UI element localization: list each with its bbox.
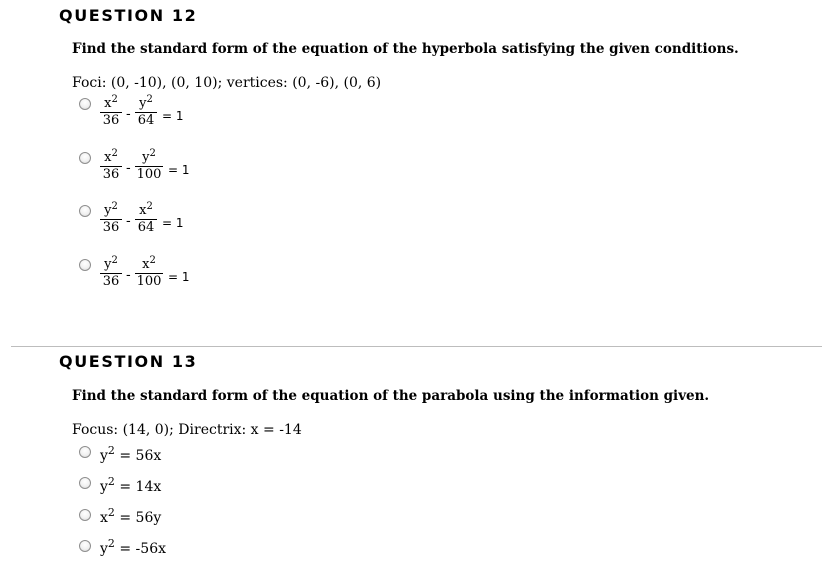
q12-option-2-radio[interactable] bbox=[79, 152, 91, 164]
q12-option-4-term-2: $x^2$ 100 bbox=[136, 255, 162, 289]
q12-option-3-radio[interactable] bbox=[79, 205, 91, 217]
q13-option-1-label: $y^2 = 56x$ bbox=[100, 444, 162, 464]
q13-option-2-radio[interactable] bbox=[79, 477, 91, 489]
q12-option-1-term-2: $y^2$ 64 bbox=[135, 97, 157, 128]
q13-option-3-label: $x^2 = 56y$ bbox=[100, 506, 162, 526]
q12-option-2-rhs: = 1 bbox=[168, 163, 190, 177]
q12-option-4-minus: - bbox=[126, 268, 131, 283]
q12-option-3-term-2: $x^2$ 64 bbox=[135, 204, 157, 235]
q12-option-4-rhs: = 1 bbox=[168, 270, 190, 284]
q12-option-3-term-1: $y^2$ 36 bbox=[100, 204, 122, 235]
q13-option-4-radio[interactable] bbox=[79, 540, 91, 552]
q12-option-1-minus: - bbox=[126, 107, 131, 122]
q13-option-1-radio[interactable] bbox=[79, 446, 91, 458]
q12-option-1-radio[interactable] bbox=[79, 98, 91, 110]
q12-option-2-minus: - bbox=[126, 161, 131, 176]
q12-option-2-term-1: $x^2$ 36 bbox=[100, 151, 122, 182]
q12-option-4-radio[interactable] bbox=[79, 259, 91, 271]
question-12-prompt: Find the standard form of the equation of the hyperbola satisfying the given conditions. bbox=[72, 41, 739, 57]
q12-option-2-term-2: $y^2$ 100 bbox=[136, 148, 162, 182]
q13-option-3-radio[interactable] bbox=[79, 509, 91, 521]
question-13-heading: QUESTION 13 bbox=[59, 352, 198, 371]
question-13-given: Focus: (14, 0); Directrix: x = -14 bbox=[72, 422, 302, 438]
question-12-given: Foci: (0, -10), (0, 10); vertices: (0, -6), (0, 6) bbox=[72, 75, 382, 91]
question-13-prompt: Find the standard form of the equation of the parabola using the information given. bbox=[72, 388, 710, 404]
q13-option-4-label: $y^2 = -56x$ bbox=[100, 537, 166, 557]
q12-option-3-minus: - bbox=[126, 214, 131, 229]
q13-option-2-label: $y^2 = 14x$ bbox=[100, 475, 162, 495]
question-12-heading: QUESTION 12 bbox=[59, 6, 198, 25]
question-divider bbox=[11, 346, 822, 347]
q12-option-4-term-1: $y^2$ 36 bbox=[100, 258, 122, 289]
q12-option-1-rhs: = 1 bbox=[162, 109, 184, 123]
q12-option-3-rhs: = 1 bbox=[162, 216, 184, 230]
q12-option-1-term-1: $x^2$ 36 bbox=[100, 97, 122, 128]
